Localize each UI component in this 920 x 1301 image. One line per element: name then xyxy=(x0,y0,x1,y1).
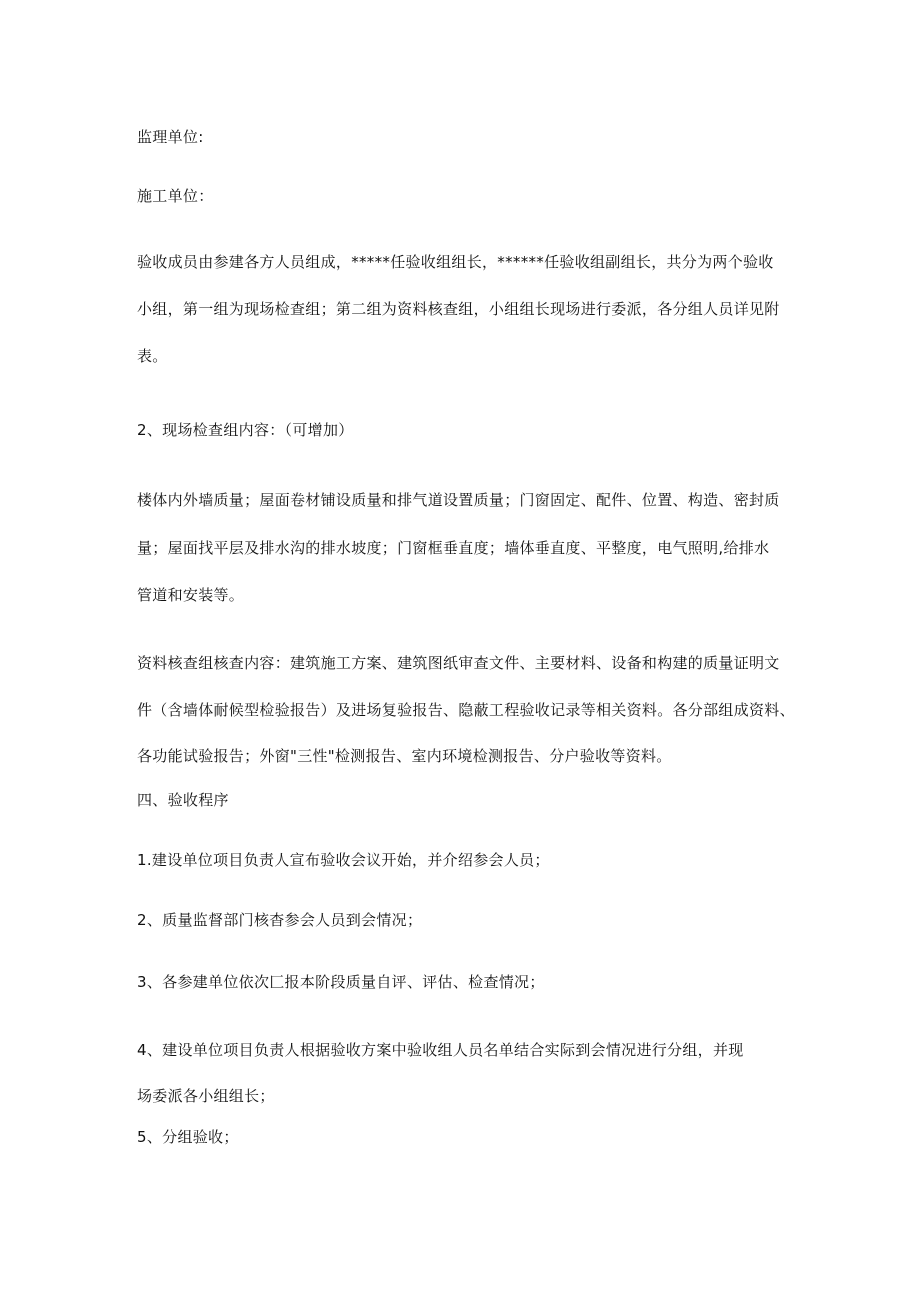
section-heading: 2、现场检查组内容：（可增加） xyxy=(137,421,354,439)
procedure-step: 4、建设单位项目负责人根据验收方案中验收组人员名单结合实际到会情况进行分组，并现 xyxy=(137,1041,744,1059)
paragraph-line: 管道和安装等。 xyxy=(137,586,245,604)
paragraph-line: 楼体内外墙质量；屋面卷材铺设质量和排气道设置质量；门窗固定、配件、位置、构造、密封质 xyxy=(137,491,780,509)
paragraph-line: 各功能试验报告；外窗"三性"检测报告、室内环境检测报告、分户验收等资料。 xyxy=(137,747,672,765)
procedure-step: 1.建设单位项目负责人宣布验收会议开始，并介绍参会人员； xyxy=(137,851,550,869)
procedure-step: 2、质量监督部门核杳参会人员到会情况； xyxy=(137,911,423,929)
paragraph-line: 件（含墙体耐候型检验报告）及进场复验报告、隐蔽工程验收记录等相关资料。各分部组成资料、 xyxy=(137,701,795,719)
procedure-step-continued: 场委派各小组组长； xyxy=(137,1087,275,1105)
paragraph-line: 量；屋面找平层及排水沟的排水坡度；门窗框垂直度；墙体垂直度、平整度，电气照明,给排水 xyxy=(137,539,770,557)
supervision-unit-label: 监理单位: xyxy=(137,128,204,146)
paragraph-line: 小组，第一组为现场检查组；第二组为资料核查组，小组组长现场进行委派，各分组人员详见附 xyxy=(137,300,780,318)
construction-unit-label: 施工单位： xyxy=(137,187,214,205)
paragraph-line: 验收成员由参建各方人员组成，*****任验收组组长，******任验收组副组长，共分为两个验收 xyxy=(137,253,774,271)
paragraph-line: 表。 xyxy=(137,347,168,365)
procedure-step: 5、分组验收； xyxy=(137,1128,239,1146)
paragraph-line: 资料核查组核查内容：建筑施工方案、建筑图纸审查文件、主要材料、设备和构建的质量证明文 xyxy=(137,654,780,672)
procedure-step: 3、各参建单位依次匚报本阶段质量自评、评估、检查情况； xyxy=(137,973,545,991)
section-heading: 四、验收程序 xyxy=(137,791,229,809)
